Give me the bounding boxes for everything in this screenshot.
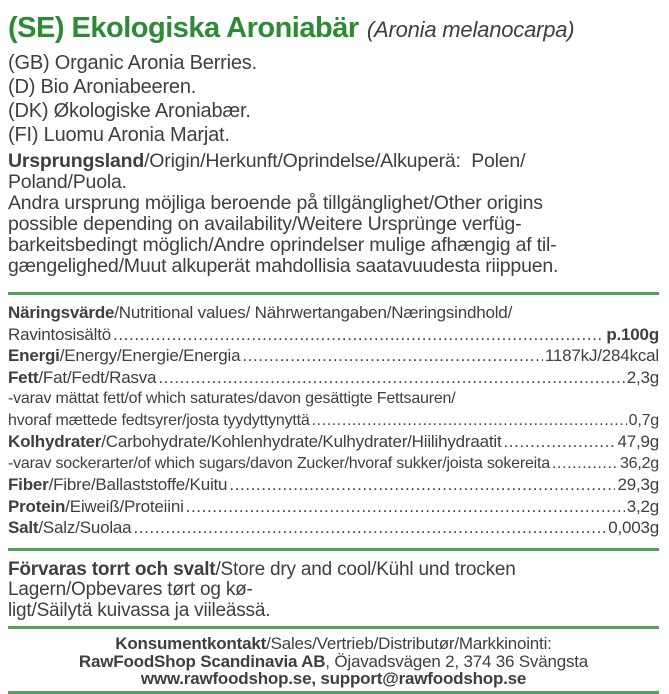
row-label-rest: hvoraf mættede fedtsyrer/josta tyydyttynyttä [8,411,310,429]
row-value: 2,3g [626,367,659,387]
nutrition-row-protein [8,496,659,518]
nutrition-header-value: p.100g [606,324,659,344]
dot-leader [113,324,604,346]
origin-alt-line-2: possible depending on availability/Weitere Ursprünge verfüg- [8,213,522,235]
row-value: 0,003g [608,518,659,537]
dot-leader [552,453,618,475]
divider-green-bottom [8,691,659,694]
dot-leader [503,431,615,453]
contact-section [8,635,659,688]
product-latin-name: (Aronia melanocarpa) [366,17,575,42]
row-value: 1187kJ/284kcal [544,346,659,365]
divider-green-top [8,292,659,295]
nutrition-row-salt [8,517,659,539]
row-value: 0,7g [628,411,659,429]
row-label-rest: /Carbohydrate/Kohlenhydrate/Kulhydrater/Hiilihydraatit [101,432,502,451]
nutrition-row-energy [8,345,659,367]
contact-line-3: www.rawfoodshop.se, support@rawfoodshop.se [140,669,527,688]
storage-line-1 [8,560,659,601]
origin-line-1 [8,151,659,172]
nutrition-row-fibre [8,474,659,496]
nutrition-header-bold: Näringsvärde [8,303,115,322]
product-name-swedish: (SE) Ekologiska Aroniabär [8,12,359,44]
row-label-rest: /Fibre/Ballaststoffe/Kuitu [48,475,228,494]
row-value: 36,2g [619,454,659,472]
origin-lead-rest: /Origin/Herkunft/Oprindelse/Alkuperä: Polen/ [144,150,526,172]
dot-leader [158,367,624,389]
product-name-fi: (FI) Luomu Aronia Marjat. [8,124,230,146]
nutrition-header-line-2 [8,324,659,346]
product-name-dk: (DK) Økologiske Aroniabær. [8,100,251,122]
origin-line-2: Poland/Puola. [8,171,127,193]
company-address: , Öjavadsvägen 2, 374 36 Svängsta [325,651,589,671]
row-label-rest: /Energy/Energie/Energia [59,346,241,365]
product-name-gb: (GB) Organic Aronia Berries. [8,52,257,74]
contact-line-1 [8,635,659,653]
contact-lead-rest: /Sales/Vertrieb/Distributør/Markkinointi: [266,634,552,653]
row-label-bold: Kolhydrater [8,432,102,451]
nutrition-row-carbohydrate [8,431,659,453]
divider-green-contact-top [8,626,659,629]
dot-leader [312,410,627,432]
nutrition-row-fat [8,367,659,389]
nutrition-header-line2-label: Ravintosisältö [8,324,112,344]
storage-line-2: ligt/Säilytä kuivassa ja viileässä. [8,599,271,621]
row-label-rest: /Eiweiß/Proteiini [65,496,184,516]
nutrition-row-saturates-line-2 [8,410,659,432]
row-label-bold: Fett [8,367,39,387]
storage-lead-rest: /Store dry and cool/Kühl und trocken Lagern/Opbevares tørt og kø- [8,558,516,600]
row-value: 47,9g [617,432,659,451]
origin-alt-line-4: gængelighed/Muut alkuperät mahdollisia saatavuudesta riippuen. [8,255,559,277]
contact-line-2 [8,653,659,671]
nutrition-row-saturates-line-1: -varav mättat fett/of which saturates/davon gesättigte Fettsauren/ [8,390,456,407]
dot-leader [242,345,543,367]
origin-alt-line-1: Andra ursprung möjliga beroende på tillgänglighet/Other origins [8,192,543,214]
storage-section [8,560,659,622]
company-name: RawFoodShop Scandinavia AB [78,651,326,671]
origin-section [8,151,659,277]
origin-lead-bold: Ursprungsland [8,150,145,172]
dot-leader [133,517,606,539]
row-label-rest: /Salz/Suolaa [38,518,132,537]
nutrition-table [8,302,659,539]
row-label-bold: Protein [8,496,66,516]
dot-leader [186,496,625,518]
product-name-d: (D) Bio Aroniabeeren. [8,76,197,98]
origin-alt-line-3: barkeitsbedingt möglich/Andre oprindelser mulige afhængig af til- [8,234,557,256]
storage-lead-bold: Förvaras torrt och svalt [8,558,216,580]
row-label-bold: Energi [8,346,60,365]
nutrition-row-sugars [8,453,659,475]
nutrition-header-rest: /Nutritional values/ Nährwertangaben/Næringsindhold/ [114,303,513,322]
row-label-rest: /Fat/Fedt/Rasva [38,367,157,387]
product-name-translations [8,51,659,147]
row-label-bold: Fiber [8,475,49,494]
page-title [8,12,659,45]
row-value: 3,2g [626,496,659,516]
dot-leader [229,474,615,496]
contact-lead-bold: Konsumentkontakt [115,634,267,653]
divider-green-middle [8,548,659,551]
row-label-rest: -varav sockerarter/of which sugars/davon Zucker/hvoraf sukker/joista sokereita [8,454,550,472]
row-label-bold: Salt [8,518,39,537]
nutrition-header-line-1 [8,302,659,324]
row-value: 29,3g [617,475,659,494]
